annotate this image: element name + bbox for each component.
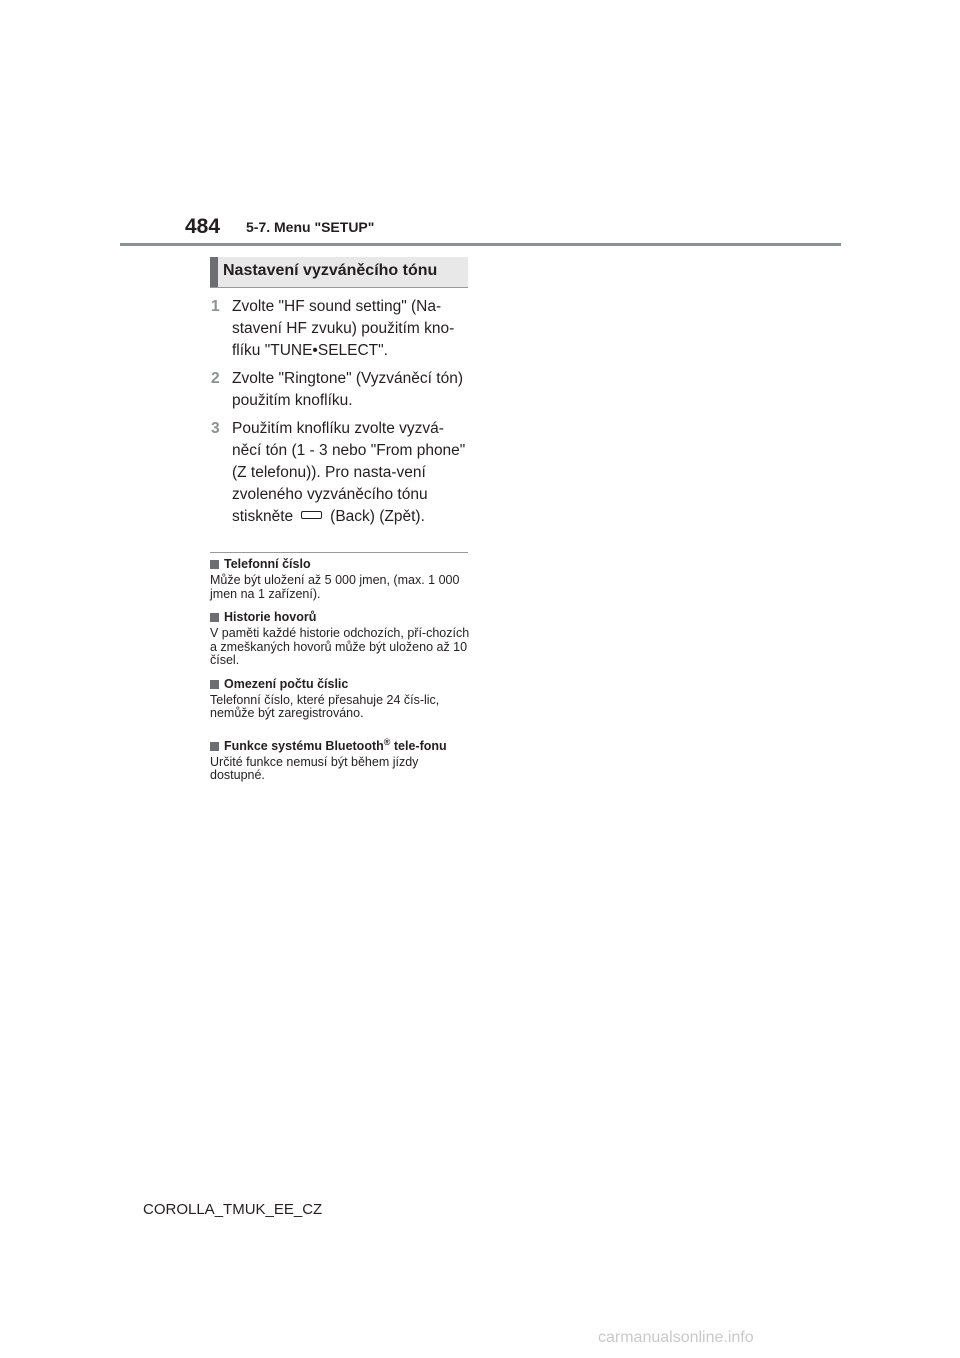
square-bullet-icon [210,560,219,569]
step-number: 2 [211,370,220,387]
note-item [210,557,472,601]
note-title-text: Historie hovorů [224,610,317,624]
document-code: COROLLA_TMUK_EE_CZ [143,1201,323,1218]
note-title [210,557,472,572]
watermark: carmanualsonline.info [598,1329,754,1346]
section-title: 5-7. Menu "SETUP" [246,219,375,235]
note-title-part: tele-fonu [390,738,447,753]
section-heading: Nastavení vyzváněcího tónu [223,262,438,279]
note-item [210,610,472,668]
step-item [211,296,473,362]
step-item [211,418,473,528]
note-body: Telefonní číslo, které přesahuje 24 čís-lic, nemůže být zaregistrováno. [210,692,440,720]
notes-list [210,557,472,792]
note-item [210,736,472,783]
notes-divider [210,552,468,553]
step-number: 3 [211,420,220,437]
step-item [211,368,473,412]
note-title-part: Funkce systému Bluetooth [224,738,384,753]
note-title [210,736,472,754]
section-heading-box [210,257,468,288]
note-title [210,610,472,625]
step-text-part: Použitím knoflíku zvolte vyzvá-něcí tón (1 - 3 nebo "From phone" (Z telefonu)). Pro nasta-vení zvoleného vyzváněcího tónu stiskněte [232,420,466,525]
step-text-part: (Back) (Zpět). [330,508,425,525]
back-button-icon [301,511,322,519]
step-list [211,296,473,534]
note-item [210,677,472,721]
step-text [232,418,473,528]
square-bullet-icon [210,680,219,689]
note-body: Může být uložení až 5 000 jmen, (max. 1 000 jmen na 1 zařízení). [210,573,460,601]
page-number: 484 [185,215,221,238]
note-body: V paměti každé historie odchozích, pří-chozích a zmeškaných hovorů může být uloženo až 10 čísel. [210,626,470,667]
step-text: Zvolte "HF sound setting" (Na-stavení HF zvuku) použitím kno-flíku "TUNE•SELECT". [232,298,455,359]
note-title-text: Omezení počtu číslic [224,676,349,691]
note-title-text: Telefonní číslo [224,557,311,571]
step-text: Zvolte "Ringtone" (Vyzváněcí tón) použitím knoflíku. [232,370,463,409]
square-bullet-icon [210,613,219,622]
note-body: Určité funkce nemusí být během jízdy dostupné. [210,754,419,782]
header-divider [120,243,841,246]
note-title [210,677,472,692]
heading-accent-bar [210,257,218,287]
step-number: 1 [211,298,220,315]
registered-mark: ® [383,736,391,747]
note-title-text [224,736,447,754]
square-bullet-icon [210,742,219,751]
